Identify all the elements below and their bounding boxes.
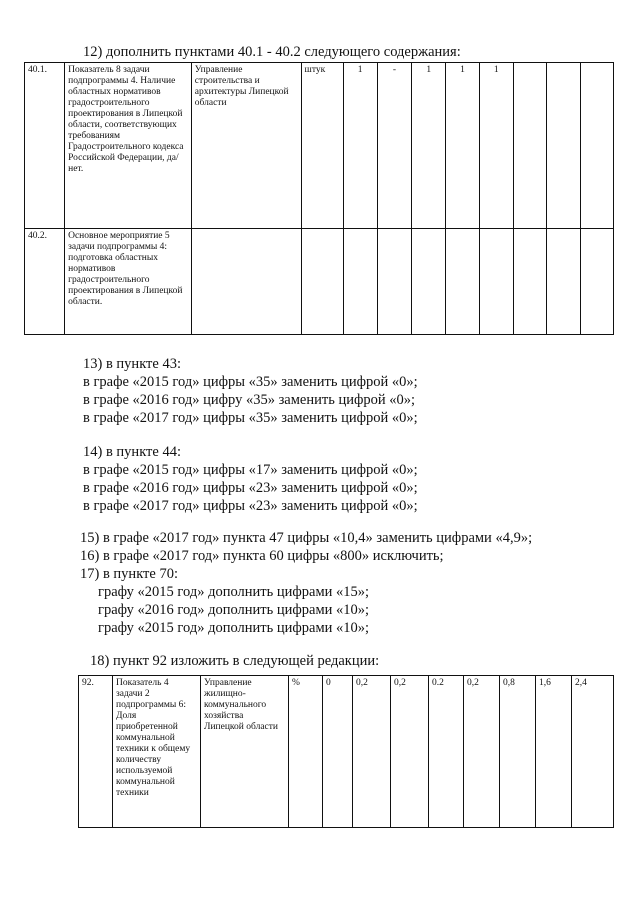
item-17-heading: 17) в пункте 70: bbox=[80, 566, 178, 582]
item-17-line-3: графу «2015 год» дополнить цифрами «10»; bbox=[98, 620, 370, 636]
value-cell bbox=[547, 229, 581, 335]
indicator-name: Показатель 4 задачи 2 подпрограммы 6: Доля приобретенной коммунальной техники к общему количеству используемой коммунальной техники bbox=[113, 676, 201, 828]
row-number: 92. bbox=[79, 676, 113, 828]
value-cell: - bbox=[377, 63, 412, 229]
value-cell bbox=[581, 229, 614, 335]
item-16: 16) в графе «2017 год» пункта 60 цифры «800» исключить; bbox=[80, 548, 444, 564]
value-cell bbox=[547, 63, 581, 229]
value-cell: 0,2 bbox=[464, 676, 500, 828]
value-cell: 1 bbox=[412, 63, 446, 229]
value-cell: 1 bbox=[479, 63, 513, 229]
item-18-heading: 18) пункт 92 изложить в следующей редакции: bbox=[90, 653, 380, 669]
value-cell bbox=[479, 229, 513, 335]
unit-cell: штук bbox=[301, 63, 343, 229]
item-13-heading: 13) в пункте 43: bbox=[83, 356, 181, 372]
row-number: 40.1. bbox=[25, 63, 65, 229]
table-row bbox=[25, 229, 614, 335]
value-cell: 0,8 bbox=[500, 676, 536, 828]
indicator-name: Показатель 8 задачи подпрограммы 4. Наличие областных нормативов градостроительного проектирования в Липецкой области, соответствующих требованиям Градостроительного кодекса Российской Федерации, да/нет. bbox=[65, 63, 192, 229]
value-cell bbox=[513, 229, 547, 335]
unit-cell: % bbox=[289, 676, 323, 828]
item-17-line-1: графу «2015 год» дополнить цифрами «15»; bbox=[98, 584, 370, 600]
item-13-line-3: в графе «2017 год» цифры «35» заменить цифрой «0»; bbox=[83, 410, 418, 426]
table-row bbox=[79, 676, 614, 828]
value-cell bbox=[513, 63, 547, 229]
value-cell: 0,2 bbox=[391, 676, 429, 828]
row-number: 40.2. bbox=[25, 229, 65, 335]
unit-cell bbox=[301, 229, 343, 335]
value-cell: 0.2 bbox=[429, 676, 464, 828]
item-13-line-2: в графе «2016 год» цифру «35» заменить цифрой «0»; bbox=[83, 392, 416, 408]
value-cell bbox=[377, 229, 412, 335]
item-12-heading: 12) дополнить пунктами 40.1 - 40.2 следующего содержания: bbox=[83, 44, 461, 60]
item-14-heading: 14) в пункте 44: bbox=[83, 444, 181, 460]
item-17-line-2: графу «2016 год» дополнить цифрами «10»; bbox=[98, 602, 370, 618]
table-row bbox=[25, 63, 614, 229]
item-14-line-1: в графе «2015 год» цифры «17» заменить цифрой «0»; bbox=[83, 462, 418, 478]
value-cell bbox=[581, 63, 614, 229]
value-cell: 2,4 bbox=[572, 676, 614, 828]
value-cell: 1 bbox=[343, 63, 377, 229]
value-cell: 1,6 bbox=[536, 676, 572, 828]
table-items-40-1-40-2 bbox=[24, 62, 614, 335]
responsible-organization: Управление строительства и архитектуры Липецкой области bbox=[191, 63, 301, 229]
value-cell bbox=[343, 229, 377, 335]
table-item-92 bbox=[78, 675, 614, 828]
value-cell bbox=[412, 229, 446, 335]
item-14-line-2: в графе «2016 год» цифры «23» заменить цифрой «0»; bbox=[83, 480, 418, 496]
value-cell: 0,2 bbox=[353, 676, 391, 828]
item-13-line-1: в графе «2015 год» цифры «35» заменить цифрой «0»; bbox=[83, 374, 418, 390]
indicator-name: Основное мероприятие 5 задачи подпрограммы 4: подготовка областных нормативов градостроительного проектирования в Липецкой области. bbox=[65, 229, 192, 335]
item-14-line-3: в графе «2017 год» цифры «23» заменить цифрой «0»; bbox=[83, 498, 418, 514]
value-cell bbox=[446, 229, 480, 335]
item-15: 15) в графе «2017 год» пункта 47 цифры «10,4» заменить цифрами «4,9»; bbox=[80, 530, 533, 546]
value-cell: 0 bbox=[323, 676, 353, 828]
responsible-organization: Управление жилищно-коммунального хозяйства Липецкой области bbox=[201, 676, 289, 828]
value-cell: 1 bbox=[446, 63, 480, 229]
responsible-organization bbox=[191, 229, 301, 335]
